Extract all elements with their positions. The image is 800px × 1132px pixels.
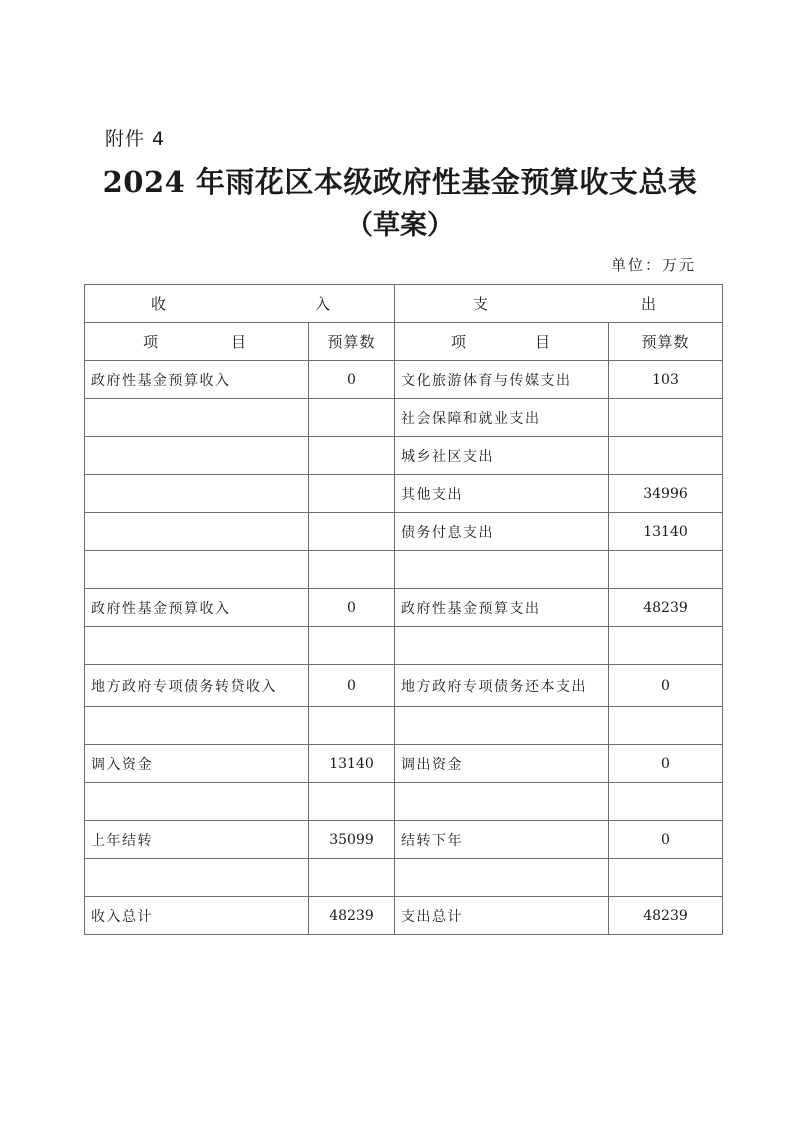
- income-header: [85, 285, 395, 323]
- income-value-cell: [309, 627, 395, 665]
- expense-item-cell: 调出资金: [395, 745, 609, 783]
- income-value-cell: [309, 399, 395, 437]
- expense-item-cell: 文化旅游体育与传媒支出: [395, 361, 609, 399]
- income-item-cell: [85, 551, 309, 589]
- expense-value-cell: 0: [609, 665, 723, 707]
- income-item-cell: [85, 859, 309, 897]
- table-row: [85, 551, 723, 589]
- income-value-cell: [309, 783, 395, 821]
- expense-value-cell: [609, 399, 723, 437]
- column-header-row: [85, 323, 723, 361]
- table-row: [85, 665, 723, 707]
- table-row: [85, 399, 723, 437]
- expense-item-cell: [395, 707, 609, 745]
- table-row: [85, 821, 723, 859]
- expense-item-cell: [395, 783, 609, 821]
- income-value-cell: 0: [309, 589, 395, 627]
- income-item-cell: 政府性基金预算收入: [85, 589, 309, 627]
- table-row: [85, 897, 723, 935]
- income-item-column-header: [85, 323, 309, 361]
- income-item-cell: 收入总计: [85, 897, 309, 935]
- income-value-cell: [309, 859, 395, 897]
- income-value-cell: [309, 437, 395, 475]
- income-item-cell: [85, 783, 309, 821]
- attachment-label: 附件 4: [105, 128, 166, 150]
- unit-label: 单位：万元: [610, 256, 696, 274]
- page-title: 2024 年雨花区本级政府性基金预算收支总表: [102, 165, 698, 199]
- budget-table: [84, 284, 723, 935]
- expense-header-char-1: 支: [473, 295, 489, 313]
- income-budget-column-header: 预算数: [309, 323, 395, 361]
- expense-value-cell: [609, 859, 723, 897]
- page-subtitle: （草案）: [346, 210, 454, 241]
- table-row: [85, 745, 723, 783]
- expense-item-header-char-2: 目: [534, 333, 550, 351]
- income-value-cell: [309, 707, 395, 745]
- expense-value-cell: [609, 707, 723, 745]
- table-row: [85, 859, 723, 897]
- table-row: [85, 437, 723, 475]
- expense-value-cell: 48239: [609, 897, 723, 935]
- expense-value-cell: [609, 783, 723, 821]
- table-row: [85, 707, 723, 745]
- income-item-cell: 上年结转: [85, 821, 309, 859]
- expense-value-cell: 0: [609, 745, 723, 783]
- expense-item-cell: 支出总计: [395, 897, 609, 935]
- income-header-char-2: 入: [314, 295, 330, 313]
- expense-value-cell: 103: [609, 361, 723, 399]
- income-item-cell: [85, 399, 309, 437]
- table-header-row: [85, 285, 723, 323]
- income-value-cell: 48239: [309, 897, 395, 935]
- expense-item-cell: 社会保障和就业支出: [395, 399, 609, 437]
- table-row: [85, 513, 723, 551]
- expense-item-cell: 政府性基金预算支出: [395, 589, 609, 627]
- income-item-cell: 政府性基金预算收入: [85, 361, 309, 399]
- income-item-header-char-1: 项: [143, 333, 159, 351]
- income-value-cell: [309, 475, 395, 513]
- table-row: [85, 361, 723, 399]
- income-value-cell: 0: [309, 361, 395, 399]
- expense-item-cell: [395, 551, 609, 589]
- expense-item-column-header: [395, 323, 609, 361]
- expense-value-cell: [609, 551, 723, 589]
- table-row: [85, 783, 723, 821]
- expense-value-cell: 34996: [609, 475, 723, 513]
- income-value-cell: [309, 551, 395, 589]
- expense-item-cell: 城乡社区支出: [395, 437, 609, 475]
- income-item-cell: [85, 707, 309, 745]
- expense-budget-column-header: 预算数: [609, 323, 723, 361]
- expense-header: [395, 285, 723, 323]
- expense-item-cell: 债务付息支出: [395, 513, 609, 551]
- income-item-cell: 地方政府专项债务转贷收入: [85, 665, 309, 707]
- income-item-cell: [85, 437, 309, 475]
- table-row: [85, 589, 723, 627]
- income-value-cell: 35099: [309, 821, 395, 859]
- expense-item-cell: 地方政府专项债务还本支出: [395, 665, 609, 707]
- expense-item-cell: 其他支出: [395, 475, 609, 513]
- table-row: [85, 475, 723, 513]
- income-item-cell: [85, 627, 309, 665]
- expense-value-cell: 48239: [609, 589, 723, 627]
- expense-item-cell: [395, 627, 609, 665]
- income-header-char-1: 收: [151, 295, 167, 313]
- income-item-cell: [85, 513, 309, 551]
- expense-value-cell: 0: [609, 821, 723, 859]
- income-item-cell: 调入资金: [85, 745, 309, 783]
- income-item-header-char-2: 目: [230, 333, 246, 351]
- table-row: [85, 627, 723, 665]
- expense-item-cell: 结转下年: [395, 821, 609, 859]
- expense-value-cell: [609, 627, 723, 665]
- income-value-cell: 13140: [309, 745, 395, 783]
- expense-item-cell: [395, 859, 609, 897]
- expense-item-header-char-1: 项: [451, 333, 467, 351]
- expense-value-cell: 13140: [609, 513, 723, 551]
- expense-value-cell: [609, 437, 723, 475]
- expense-header-char-2: 出: [640, 295, 656, 313]
- income-item-cell: [85, 475, 309, 513]
- income-value-cell: [309, 513, 395, 551]
- income-value-cell: 0: [309, 665, 395, 707]
